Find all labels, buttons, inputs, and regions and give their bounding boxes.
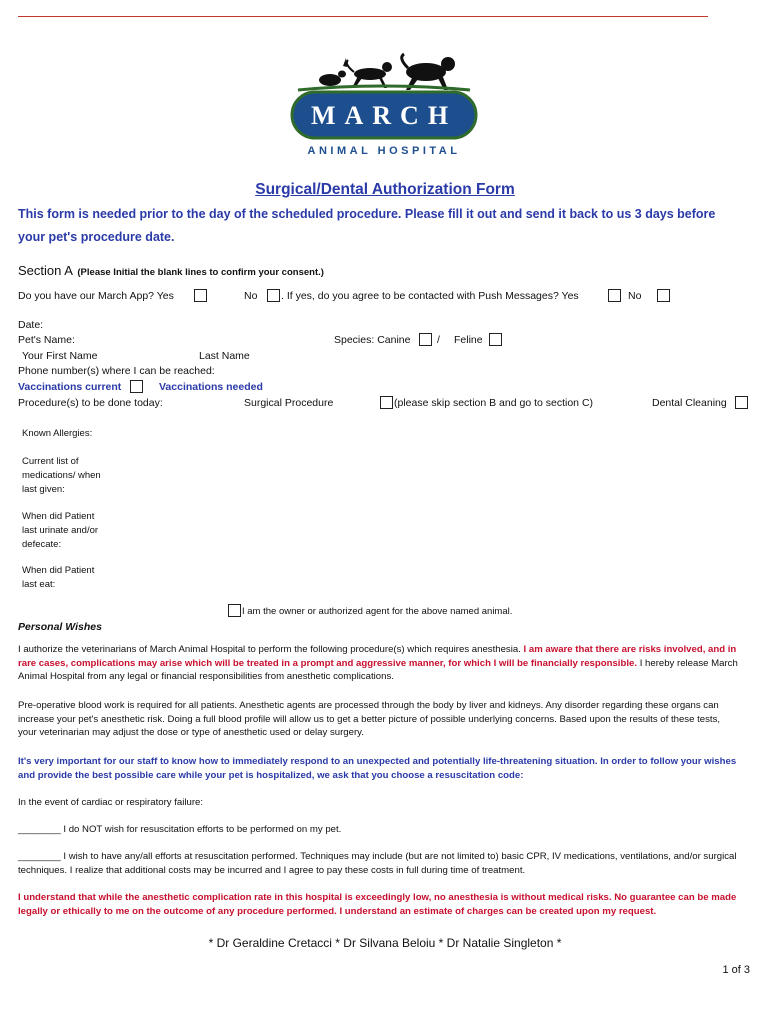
app-yes-checkbox[interactable] [194, 289, 207, 302]
owner-confirm-checkbox[interactable] [228, 604, 241, 617]
logo-graphic [286, 52, 482, 162]
vaccinations-needed-label: Vaccinations needed [159, 381, 263, 393]
dental-cleaning-label: Dental Cleaning [652, 397, 727, 409]
species-canine-label: Species: Canine [334, 334, 411, 346]
logo-subtitle: ANIMAL HOSPITAL [307, 145, 461, 157]
app-question [18, 290, 174, 302]
canine-checkbox[interactable] [419, 333, 432, 346]
dental-checkbox[interactable] [735, 396, 748, 409]
section-a-heading [18, 262, 324, 280]
push-no-label: No [628, 290, 642, 302]
authorization-text: I authorize the veterinarians of March Animal Hospital to perform the following procedure(s) which requires anesthesia. [18, 644, 521, 655]
resuscitation-intro: It's very important for our staff to know how to immediately respond to an unexpected and potentially life-threatening situation. In order to follow your wishes and provide the best possible care while your pet is hospitalized, we ask that you choose a resuscitation code: [18, 756, 737, 781]
procedures-label: Procedure(s) to be done today: [18, 397, 163, 409]
surgical-procedure-label: Surgical Procedure [244, 397, 334, 409]
urinate-label [22, 510, 98, 552]
app-yes-label: Yes [156, 290, 174, 302]
app-no-checkbox[interactable] [267, 289, 280, 302]
allergies-label: Known Allergies: [22, 428, 93, 439]
release-text: I hereby release March Animal Hospital from any legal or financial responsibilities from anesthetic complications. [18, 657, 738, 682]
section-a-label: Section A [18, 263, 73, 278]
first-name-label: Your First Name [22, 350, 98, 362]
date-label: Date: [18, 319, 44, 331]
section-a-note: (Please Initial the blank lines to confirm your consent.) [77, 267, 324, 278]
urinate-line: last urinate and/or [22, 525, 99, 536]
intro-text: This form is needed prior to the day of the scheduled procedure. Please fill it out and send it back to us 3 days before your pet's procedure date. [18, 207, 716, 244]
phone-label: Phone number(s) where I can be reached: [18, 365, 215, 377]
risk-acknowledgement: I understand that while the anesthetic complication rate in this hospital is exceedingly low, no anesthesia is without medical risks. No guarantee can be made legally or ethically to me on the outcome of any procedure performed. I understand an estimate of charges can be created upon my request. [18, 892, 737, 917]
dnr-text: I do NOT wish for resuscitation efforts to be performed on my pet. [63, 824, 342, 835]
dnr-initial-blank[interactable]: ________ [18, 824, 61, 835]
eat-label [22, 564, 94, 592]
full-code-option [18, 850, 740, 877]
push-no-checkbox[interactable] [657, 289, 670, 302]
app-no-label: No [244, 290, 258, 302]
risk-warning: I am aware that there are risks involved, and in rare cases, complications may arise which will be treated in a prompt and aggressive manner, for which I will be financially responsible. [18, 644, 737, 669]
medications-line: medications/ when [22, 470, 101, 481]
pet-name-label: Pet's Name: [18, 334, 75, 346]
last-name-label: Last Name [199, 350, 250, 362]
full-code-initial-blank[interactable]: ________ [18, 851, 61, 862]
medications-line: Current list of [22, 456, 79, 467]
owner-confirm-text: I am the owner or authorized agent for the above named animal. [242, 606, 513, 617]
march-logo [286, 52, 482, 162]
personal-wishes-heading: Personal Wishes [18, 621, 102, 633]
medications-line: last given: [22, 484, 65, 495]
eat-line: When did Patient [22, 565, 95, 576]
eat-line: last eat: [22, 579, 56, 590]
push-question: . If yes, do you agree to be contacted with Push Messages? Yes [281, 290, 579, 302]
dnr-option [18, 823, 740, 837]
doctors-list: * Dr Geraldine Cretacci * Dr Silvana Beloiu * Dr Natalie Singleton * [208, 936, 562, 950]
app-question-text: Do you have our March App? [18, 290, 154, 302]
feline-checkbox[interactable] [489, 333, 502, 346]
medications-label [22, 455, 101, 497]
urinate-line: defecate: [22, 539, 62, 550]
full-code-text: I wish to have any/all efforts at resuscitation performed. Techniques may include (but are not limited to) basic CPR, IV medications, ventilations, and/or surgical techniques. I realize that additional costs may be incurred and I agree to pay these costs in full during time of treatment. [18, 851, 737, 876]
logo-name: MARCH [310, 101, 458, 130]
top-divider [18, 16, 708, 17]
form-title: Surgical/Dental Authorization Form [255, 181, 515, 198]
feline-label: Feline [454, 334, 483, 346]
surgical-checkbox[interactable] [380, 396, 393, 409]
urinate-line: When did Patient [22, 511, 95, 522]
bloodwork-paragraph: Pre-operative blood work is required for all patients. Anesthetic agents are processed through the body by liver and kidneys. Any disorder regarding these organs can increase your pet's anesthetic risk. Doing a full blood profile will allow us to get a better picture of possible underlying concerns. Based upon the results of these tests, your veterinarian may adjust the dose or type of anesthetic used or delay surgery. [18, 700, 721, 738]
vaccinations-current-label: Vaccinations current [18, 381, 122, 393]
push-yes-checkbox[interactable] [608, 289, 621, 302]
cardiac-failure-text: In the event of cardiac or respiratory failure: [18, 797, 204, 808]
page-number: 1 of 3 [722, 964, 750, 976]
skip-note: (please skip section B and go to section C) [394, 397, 594, 409]
authorization-paragraph [18, 643, 740, 684]
species-slash: / [437, 334, 440, 346]
vaccinations-current-checkbox[interactable] [130, 380, 143, 393]
